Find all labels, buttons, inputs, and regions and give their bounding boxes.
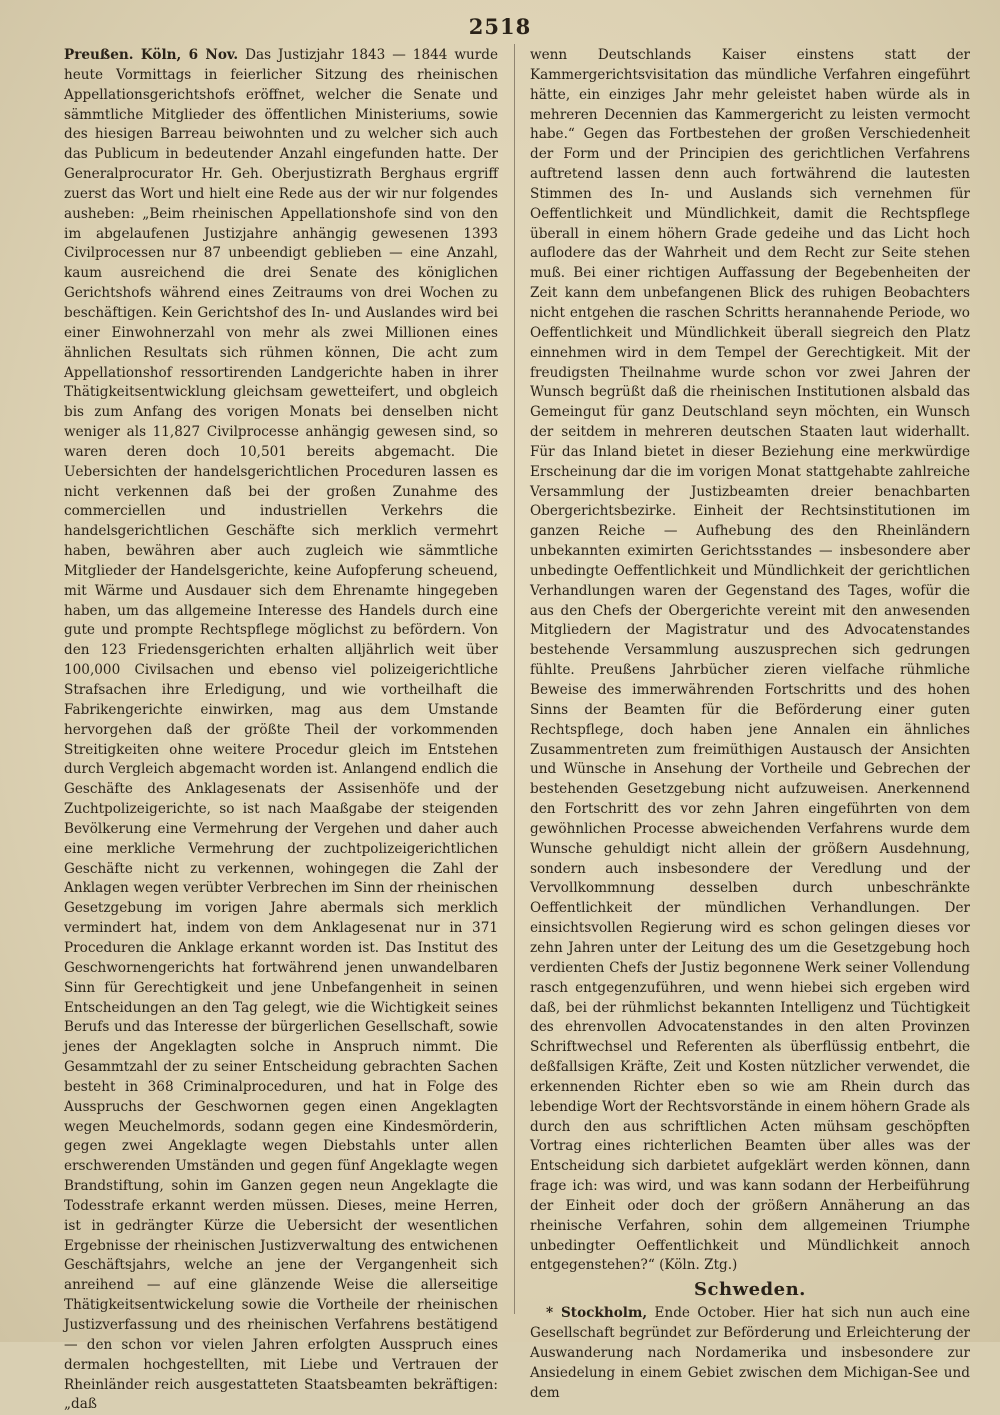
- article-body-2: Ende October. Hier hat sich nun auch eine Gesellschaft begründet zur Beförderung und Erleichterung der Auswanderung nach Nordamerika und insbesondere zur Ansiedelung in einem Gebiet zwischen dem Michigan-See und dem: [530, 1305, 970, 1401]
- right-column: [530, 46, 970, 1403]
- article-body: Das Justizjahr 1843 — 1844 wurde heute Vormittags in feierlicher Sitzung des rheinischen Appellationsgerichtshofs eröffnet, welcher die Senate und sämmtliche Mitglieder des öffentlichen Ministeriums, sowie des hiesigen Barreau beiwohnten und zu welcher sich auch das Publicum in bedeutender Anzahl eingefunden hatte. Der Generalprocurator Hr. Geh. Oberjustizrath Berghaus ergriff zuerst das Wort und hielt eine Rede aus der wir nur folgendes ausheben: „Beim rheinischen Appellationshofe sind von den im abgelaufenen Justizjahre anhängig gewesenen 1393 Civilprocessen nur 87 unbeendigt geblieben — eine Anzahl, kaum ausreichend die drei Senate des königlichen Gerichtshofs während eines Zeitraums von drei Wochen zu beschäftigen. Kein Gerichtshof des In- und Auslandes wird bei einer Einwohnerzahl von mehr als zwei Millionen eines ähnlichen Resultats sich rühmen können, Die acht zum Appellationshof ressortirenden Landgerichte haben in ihrer Thätigkeitsentwicklung gleichsam gewetteifert, und obgleich bis zum Anfang des vorigen Monats bei denselben nicht weniger als 11,827 Civilprocesse anhängig gewesen sind, so waren deren doch 10,501 bereits abgemacht. Die Uebersichten der handelsgerichtlichen Proceduren lassen es nicht verkennen daß bei der großen Zunahme des commerciellen und industriellen Verkehrs die handelsgerichtlichen Geschäfte sich merklich vermehrt haben, bewähren aber auch zugleich wie sämmtliche Mitglieder der Handelsgerichte, keine Aufopferung scheuend, mit Wärme und Ausdauer sich dem Ehrenamte hingegeben haben, um das allgemeine Interesse des Handels durch eine gute und prompte Rechtspflege möglichst zu befördern. Von den 123 Friedensgerichten erhalten alljährlich weit über 100,000 Civilsachen und ebenso viel polizeigerichtliche Strafsachen ihre Erledigung, und wie vortheilhaft die Fabrikengerichte einwirken, mag aus dem Umstande hervorgehen daß der größte Theil der vorkommenden Streitigkeiten ohne weitere Procedur gleich im Entstehen durch Vergleich abgemacht worden ist. Anlangend endlich die Geschäfte des Anklagesenats der Assisenhöfe und der Zuchtpolizeigerichte, so ist nach Maaßgabe der steigenden Bevölkerung eine Vermehrung der Vergehen und daher auch eine merkliche Vermehrung der zuchtpolizeigerichtlichen Geschäfte nicht zu verkennen, wohingegen die Zahl der Anklagen wegen verübter Verbrechen im Sinn der rheinischen Gesetzgebung im vorigen Jahre abermals sich merklich vermindert hat, indem von dem Anklagesenat nur in 371 Proceduren die Anklage erkannt worden ist. Das Institut des Geschwornengerichts hat fortwährend jenen unwandelbaren Sinn für Gerechtigkeit und jene Unbefangenheit in seinen Entscheidungen an den Tag gelegt, wie die Wichtigkeit seines Berufs und das Interesse der bürgerlichen Gesellschaft, sowie jenes der Angeklagten solche in Anspruch nimmt. Die Gesammtzahl der zu seiner Entscheidung gebrachten Sachen besteht in 368 Criminalproceduren, und hat in Folge des Ausspruchs der Geschwornen gegen einen Angeklagten wegen Meuchelmords, sodann gegen eine Kindesmörderin, gegen zwei Angeklagte wegen Diebstahls unter allen erschwerenden Umständen und gegen fünf Angeklagte wegen Brandstiftung, sohin im Ganzen gegen neun Angeklagte die Todesstrafe erkannt werden müssen. Dieses, meine Herren, ist in gedrängter Kürze die Uebersicht der wesentlichen Ergebnisse der rheinischen Justizverwaltung des entwichenen Geschäftsjahrs, welche an jene der Vergangenheit sich anreihend — auf eine glänzende Weise die allerseitige Thätigkeitsentwickelung sowie die Vortheile der rheinischen Justizverfassung und des rheinischen Verfahrens bestätigend — den schon vor vielen Jahren erfolgten Ausspruch eines dermalen hochgestellten, mit Liebe und Vertrauen der Rheinländer reich ausgestatteten Staatsbeamten bekräftigen: „daß: [64, 47, 498, 1413]
- article-lead-dateline-2: * Stockholm,: [546, 1305, 648, 1322]
- article-prussia: [64, 46, 498, 1415]
- section-heading: Schweden.: [694, 1279, 806, 1301]
- column-divider: [514, 44, 515, 1314]
- page-number: 2518: [468, 14, 532, 39]
- article-continuation: wenn Deutschlands Kaiser einstens statt der Kammergerichtsvisitation das mündliche Verfahren eingeführt hätte, ein einziges Jahr mehr geleistet haben würde als in mehreren Decennien das Kammergericht zu leisten vermocht habe.“ Gegen das Fortbestehen der großen Verschiedenheit der Form und der Principien des gerichtlichen Verfahrens auftretend lassen denn auch fortwährend die lautesten Stimmen des In- und Auslands sich vernehmen für Oeffentlichkeit und Mündlichkeit, damit die Rechtspflege überall in einem höhern Grade gedeihe und das Licht hoch auflodere das der Wahrheit und dem Recht zur Seite stehen muß. Bei einer richtigen Auffassung der Begebenheiten der Zeit kann dem unbefangenen Blick des ruhigen Beobachters nicht entgehen die raschen Schritts herannahende Periode, wo Oeffentlichkeit und Mündlichkeit überall siegreich den Platz einnehmen wird in dem Tempel der Gerechtigkeit. Mit der freudigsten Theilnahme wurde schon vor zwei Jahren der Wunsch begrüßt daß die rheinischen Institutionen alsbald das Gemeingut für ganz Deutschland seyn möchten, ein Wunsch der seitdem in mehreren deutschen Staaten laut widerhallt. Für das Inland bietet in dieser Beziehung eine merkwürdige Erscheinung dar die im vorigen Monat stattgehabte zahlreiche Versammlung der Justizbeamten dreier benachbarten Obergerichtsbezirke. Einheit der Rechtsinstitutionen im ganzen Reiche — Aufhebung des den Rheinländern unbekannten eximirten Gerichtsstandes — insbesondere aber unbedingte Oeffentlichkeit und Mündlichkeit der gerichtlichen Verhandlungen waren der Gegenstand des Tages, wofür die aus den Chefs der Obergerichte vereint mit den anwesenden Mitgliedern der Magistratur und des Advocatenstandes bestehende Versammlung auszusprechen sich gedrungen fühlte. Preußens Jahrbücher zieren vielfache rühmliche Beweise des immerwährenden Fortschritts und des hohen Sinns der Beamten für die Beförderung einer guten Rechtspflege, doch haben jene Annalen ein ähnliches Zusammentreten zum freimüthigen Austausch der Ansichten und Wünsche in Ansehung der Vortheile und Gebrechen der bestehenden Gesetzgebung nicht aufzuweisen. Anerkennend den Fortschritt des vor zehn Jahren eingeführten von dem gewöhnlichen Processe abweichenden Verfahrens wurde dem Wunsche gehuldigt nicht allein der größern Ausdehnung, sondern auch insbesondere der Veredlung und der Vervollkommnung desselben durch unbeschränkte Oeffentlichkeit der mündlichen Verhandlungen. Der einsichtsvollen Regierung wird es schon gelingen dieses vor zehn Jahren unter der Leitung des um die Gesetzgebung hoch verdienten Chefs der Justiz begonnene Werk seiner Vollendung rasch entgegenzuführen, und wenn hiebei sich ergeben wird daß, bei der rühmlichst bekannten Intelligenz und Tüchtigkeit des ehrenvollen Advocatenstandes in den alten Provinzen Schriftwechsel und Referenten als überflüssig entbehrt, die deßfallsigen Kräfte, Zeit und Kosten nützlicher verwendet, die erkennenden Richter eben so wie am Rhein durch das lebendige Wort der Rechtsvorstände in einem höhern Grade als durch den aus schriftlichen Acten mühsam geschöpften Vortrag eines richterlichen Beamten über alles was der Entscheidung sich darbietet aufgeklärt werden können, dann frage ich: was wird, und was kann sodann der Herbeiführung der Einheit oder doch der größern Annäherung an das rheinische Verfahren, sohin dem allgemeinen Triumphe unbedingter Oeffentlichkeit und Mündlichkeit annoch entgegenstehen?“ (Köln. Ztg.): [530, 47, 971, 1274]
- article-lead-dateline: Preußen. Köln, 6 Nov.: [64, 47, 239, 63]
- left-column: [64, 46, 498, 1415]
- article-sweden: [530, 1304, 970, 1403]
